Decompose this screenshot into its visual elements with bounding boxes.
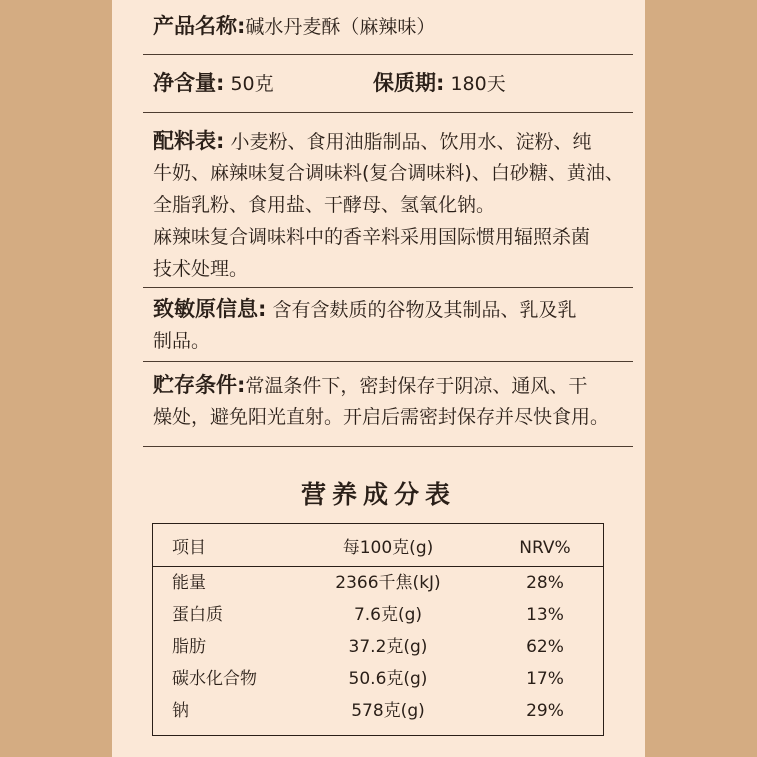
row-energy-value: 2366千焦(kJ): [335, 573, 441, 593]
divider: [143, 112, 633, 113]
row-sodium-value: 578克(g): [351, 701, 425, 721]
allergen-line-1: [153, 293, 576, 326]
row-protein-name: 蛋白质: [172, 605, 223, 625]
net-content-value: 50克: [224, 73, 274, 95]
row-fat-nrv: 62%: [526, 637, 564, 657]
storage-text: 常温条件下，密封保存于阴凉、通风、干: [245, 375, 588, 397]
divider: [143, 54, 633, 55]
ingredients-line-4: 麻辣味复合调味料中的香辛料采用国际惯用辐照杀菌: [153, 226, 591, 248]
divider: [143, 446, 633, 447]
row-fat-value: 37.2克(g): [348, 637, 428, 657]
row-protein-nrv: 13%: [526, 605, 564, 625]
allergen-text: 含有含麸质的谷物及其制品、乳及乳: [266, 299, 577, 321]
divider: [143, 287, 633, 288]
row-carb-nrv: 17%: [526, 669, 564, 689]
ingredients-line-2: 牛奶、麻辣味复合调味料(复合调味料)、白砂糖、黄油、: [153, 162, 624, 184]
row-carb-value: 50.6克(g): [348, 669, 428, 689]
divider: [143, 361, 633, 362]
storage-line-1: [153, 369, 587, 402]
nutrition-header-divider: [152, 566, 604, 567]
product-name-label: 产品名称:: [153, 14, 246, 38]
row-energy-name: 能量: [172, 573, 206, 593]
ingredients-line-1: [153, 125, 591, 158]
row-sodium-name: 钠: [172, 701, 189, 721]
row-fat-name: 脂肪: [172, 637, 206, 657]
ingredients-label: 配料表:: [153, 129, 225, 153]
ingredients-line-3: 全脂乳粉、食用盐、干酵母、氢氧化钠。: [153, 194, 496, 216]
header-item: 项目: [172, 538, 206, 558]
ingredients-text: 小麦粉、食用油脂制品、饮用水、淀粉、纯: [224, 131, 592, 153]
shelf-life-value: 180天: [444, 73, 506, 95]
nutrition-title: 营养成分表: [300, 480, 456, 509]
product-name-value: 碱水丹麦酥（麻辣味）: [245, 16, 436, 38]
row-protein-value: 7.6克(g): [353, 605, 423, 625]
header-per100g: 每100克(g): [342, 538, 434, 558]
row-sodium-nrv: 29%: [526, 701, 564, 721]
allergen-label: 致敏原信息:: [153, 297, 267, 321]
product-name-row: [153, 10, 435, 43]
storage-line-2: 燥处，避免阳光直射。开启后需密封保存并尽快食用。: [153, 406, 610, 428]
storage-label: 贮存条件:: [153, 373, 246, 397]
shelf-life-label: 保质期:: [373, 71, 445, 95]
ingredients-line-5: 技术处理。: [153, 258, 249, 280]
row-energy-nrv: 28%: [526, 573, 564, 593]
header-nrv: NRV%: [519, 538, 571, 558]
net-content-row: [153, 67, 274, 100]
allergen-line-2: 制品。: [153, 330, 211, 352]
net-content-label: 净含量:: [153, 71, 225, 95]
row-carb-name: 碳水化合物: [172, 669, 257, 689]
shelf-life-row: [373, 67, 506, 100]
